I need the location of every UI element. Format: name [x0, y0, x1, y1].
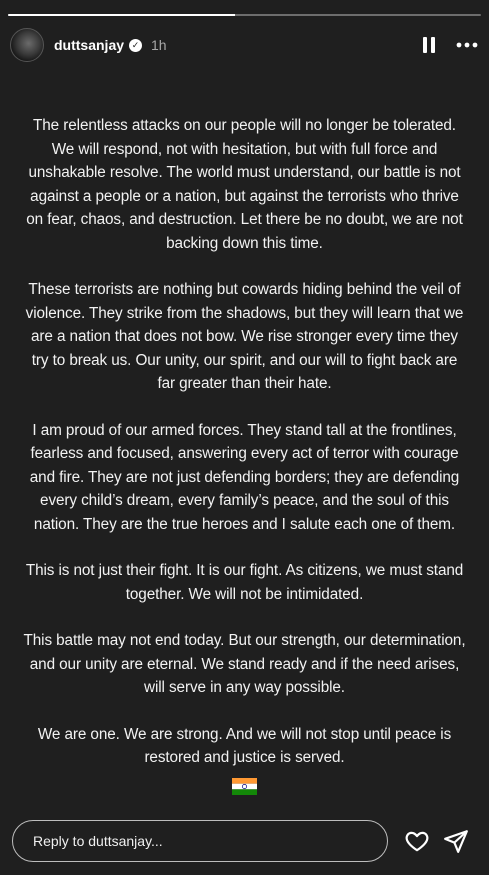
heart-icon[interactable] [404, 828, 430, 854]
story-paragraph-2: These terrorists are nothing but cowards hiding behind the veil of violence. They strike from the shadows, but they will learn that we are a nation that does not bow. We rise stronger every time they try to break us. Our unity, our spirit, and our will to fight back are far greater than their hate. [25, 281, 464, 392]
reply-input[interactable] [33, 833, 387, 849]
more-options-icon[interactable] [455, 33, 479, 57]
story-paragraph-3: I am proud of our armed forces. They stand tall at the frontlines, fearless and focused, answering every act of terror with courage and fire. They are not just defending borders; they are defending every child’s dream, every family’s peace, and the soul of this nation. They are the true heroes and I salute each one of them. [29, 421, 460, 533]
story-header [10, 27, 479, 63]
avatar[interactable] [10, 28, 44, 62]
story-paragraph-1: The relentless attacks on our people will no longer be tolerated. We will respond, not with hesitation, but with full force and unshakable resolve. The world must understand, our battle is not against a people or a nation, but against the terrorists who thrive on fear, chaos, and destruction. Let there be no doubt, we are not backing down this time. [26, 117, 463, 252]
story-paragraph-6: We are one. We are strong. And we will not stop until peace is restored and justice is served. [37, 725, 452, 766]
story-paragraph-4: This is not just their fight. It is our fight. As citizens, we must stand together. We will not be intimidated. [25, 562, 464, 603]
reply-bar[interactable] [12, 820, 388, 862]
story-paragraph-5: This battle may not end today. But our strength, our determination, and our unity are eternal. We stand ready and if the need arises, will serve in any way possible. [23, 632, 466, 696]
post-time: 1h [151, 37, 167, 53]
story-progress-bar [8, 14, 481, 16]
send-icon[interactable] [443, 828, 469, 854]
story-progress-fill [8, 14, 235, 16]
username[interactable]: duttsanjay [54, 37, 125, 53]
story-text [22, 114, 467, 770]
india-flag-icon [232, 778, 257, 795]
verified-badge-icon: ✓ [129, 39, 142, 52]
pause-icon[interactable] [417, 33, 441, 57]
